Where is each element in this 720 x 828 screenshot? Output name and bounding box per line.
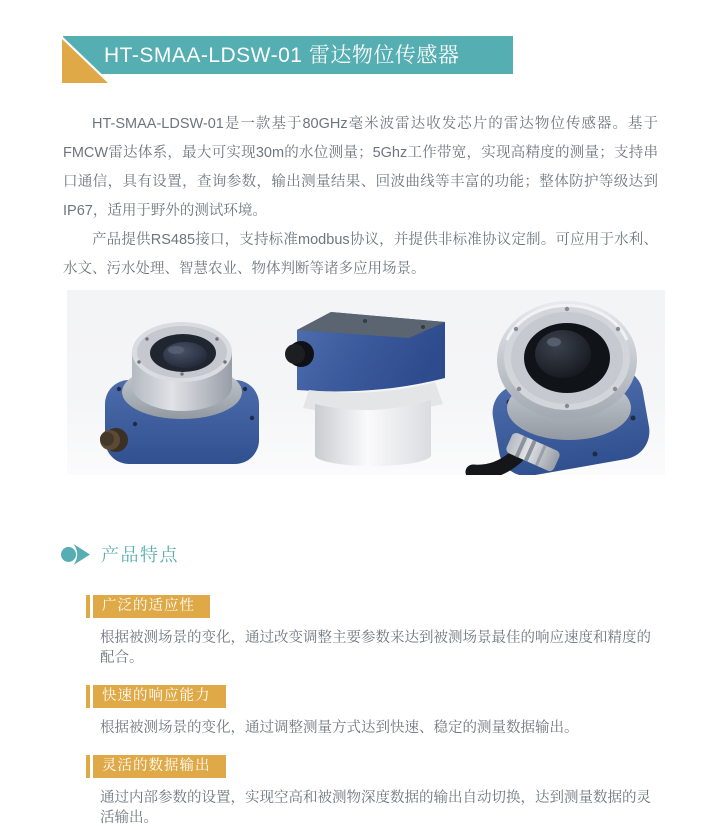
feature-item xyxy=(86,755,720,828)
features-list xyxy=(86,595,720,828)
features-section-title: 产品特点 xyxy=(101,545,179,565)
feature-description: 通过内部参数的设置，实现空高和被测物深度数据的输出自动切换，达到测量数据的灵活输出。 xyxy=(100,790,651,826)
feature-item xyxy=(86,595,720,668)
feature-title-badge xyxy=(86,755,720,778)
sensor-view-left xyxy=(100,322,259,464)
title-banner xyxy=(63,36,513,74)
feature-description: 根据被测场景的变化，通过改变调整主要参数来达到被测场景最佳的响应速度和精度的配合。 xyxy=(100,630,651,666)
page-root xyxy=(0,36,720,826)
badge-accent-bar xyxy=(86,755,90,778)
badge-accent-bar xyxy=(86,595,90,618)
feature-title: 广泛的适应性 xyxy=(93,595,210,618)
product-renders-image xyxy=(67,290,665,475)
feature-item xyxy=(86,685,720,738)
feature-title-badge xyxy=(86,685,720,708)
feature-title: 灵活的数据输出 xyxy=(93,755,226,778)
product-figure xyxy=(67,290,665,475)
intro-paragraph-2: 产品提供RS485接口，支持标准modbus协议，并提供非标准协议定制。可应用于水利、水文、污水处理、智慧农业、物体判断等诸多应用场景。 xyxy=(63,232,658,277)
intro-text xyxy=(63,110,658,284)
features-section-header xyxy=(60,541,720,567)
page-title: HT-SMAA-LDSW-01 雷达物位传感器 xyxy=(104,44,460,67)
badge-accent-bar xyxy=(86,685,90,708)
intro-paragraph-1: HT-SMAA-LDSW-01是一款基于80GHz毫米波雷达收发芯片的雷达物位传感器。基于FMCW雷达体系，最大可实现30m的水位测量；5Ghz工作带宽，实现高精度的测量；支持串口通信，具有设置，查询参数，输出测量结果、回波曲线等丰富的功能；整体防护等级达到IP67，适用于野外的测试环境。 xyxy=(63,116,658,219)
arrow-bullet-icon xyxy=(60,543,90,566)
sensor-view-side xyxy=(285,312,445,466)
feature-description: 根据被测场景的变化，通过调整测量方式达到快速、稳定的测量数据输出。 xyxy=(100,720,579,736)
feature-title: 快速的响应能力 xyxy=(93,685,226,708)
feature-title-badge xyxy=(86,595,720,618)
sensor-view-front xyxy=(473,301,654,475)
